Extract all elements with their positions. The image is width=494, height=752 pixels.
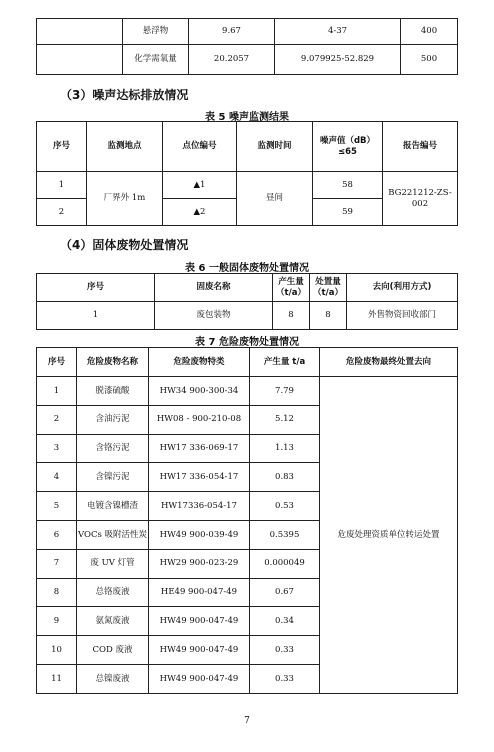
general-waste-name: 废包装物 [155, 302, 273, 330]
hazard-name: 脱漆硫酸 [77, 377, 149, 406]
noise-table [36, 121, 458, 226]
header-noise-value: 噪声值（dB）≤65 [313, 122, 383, 172]
general-waste-destination: 外售物资回收部门 [347, 302, 458, 330]
hazard-code: HW17336-054-17 [149, 492, 250, 521]
measured-range: 9.079925-52.829 [275, 45, 401, 75]
hazard-amount: 7.79 [250, 377, 320, 406]
hazard-amount: 0.67 [250, 578, 320, 607]
noise-report: BG221212-ZS-002 [383, 172, 458, 226]
table-row [37, 19, 458, 45]
table6-caption: 表 6 一般固体废物处置情况 [185, 263, 309, 274]
header-waste-name: 固废名称 [155, 274, 273, 302]
hazard-seq: 3 [37, 434, 77, 463]
hazard-code: HW49 900-047-49 [149, 636, 250, 665]
hazard-name: 废 UV 灯管 [77, 549, 149, 578]
header-final-destination: 危险废物最终处置去向 [320, 348, 458, 377]
hazard-seq: 7 [37, 549, 77, 578]
hazard-code: HW49 900-047-49 [149, 607, 250, 636]
hazard-code: HW49 900-039-49 [149, 520, 250, 549]
hazard-amount: 1.13 [250, 434, 320, 463]
hazard-name: 含油污泥 [77, 405, 149, 434]
hazard-code: HW29 900-023-29 [149, 549, 250, 578]
hazard-seq: 1 [37, 377, 77, 406]
header-destination: 去向(利用方式) [347, 274, 458, 302]
limit-value: 400 [401, 19, 458, 45]
measured-range: 4-37 [275, 19, 401, 45]
hazard-amount: 0.33 [250, 664, 320, 693]
table5-caption: 表 5 噪声监测结果 [205, 112, 289, 123]
page-number: 7 [244, 716, 250, 726]
hazard-code: HW34 900-300-34 [149, 377, 250, 406]
header-hazard-name: 危险废物名称 [77, 348, 149, 377]
hazard-amount: 0.33 [250, 636, 320, 665]
header-amount: 产生量 t/a [250, 348, 320, 377]
header-point: 点位编号 [163, 122, 237, 172]
hazard-seq: 9 [37, 607, 77, 636]
hazard-code: HW17 336-069-17 [149, 434, 250, 463]
table7-caption: 表 7 危险废物处置情况 [195, 337, 299, 348]
noise-location: 厂界外 1m [87, 172, 163, 226]
header-location: 监测地点 [87, 122, 163, 172]
hazard-seq: 11 [37, 664, 77, 693]
hazardous-waste-table [36, 347, 458, 694]
hazard-name: 总镍废液 [77, 664, 149, 693]
blank-cell [37, 45, 123, 75]
hazard-amount: 0.000049 [250, 549, 320, 578]
header-seq: 序号 [37, 348, 77, 377]
hazard-name: 含镍污泥 [77, 463, 149, 492]
hazard-name: COD 废液 [77, 636, 149, 665]
pollutant-name: 化学需氧量 [123, 45, 189, 75]
blank-cell [37, 19, 123, 45]
header-seq: 序号 [37, 122, 87, 172]
header-produce: 产生量（t/a） [273, 274, 310, 302]
hazard-amount: 0.83 [250, 463, 320, 492]
header-report: 报告编号 [383, 122, 458, 172]
header-time: 监测时间 [237, 122, 313, 172]
hazard-name: 含铬污泥 [77, 434, 149, 463]
general-waste-table [36, 273, 458, 330]
general-waste-dispose: 8 [310, 302, 347, 330]
hazard-seq: 5 [37, 492, 77, 521]
measured-value: 9.67 [189, 19, 275, 45]
header-hazard-code: 危险废物特类 [149, 348, 250, 377]
hazard-seq: 10 [37, 636, 77, 665]
noise-point: ▲1 [163, 172, 237, 199]
noise-value: 59 [313, 199, 383, 226]
pollutant-name: 悬浮物 [123, 19, 189, 45]
measured-value: 20.2057 [189, 45, 275, 75]
general-waste-produce: 8 [273, 302, 310, 330]
general-waste-seq: 1 [37, 302, 155, 330]
hazard-seq: 4 [37, 463, 77, 492]
table-row [37, 45, 458, 75]
hazard-final-destination: 危废处理资质单位转运处置 [320, 377, 458, 694]
section-solid-waste-title: （4）固体废物处置情况 [60, 238, 189, 252]
hazard-name: 总铬废液 [77, 578, 149, 607]
hazard-code: HW17 336-054-17 [149, 463, 250, 492]
noise-seq: 2 [37, 199, 87, 226]
hazard-seq: 8 [37, 578, 77, 607]
hazard-amount: 0.5395 [250, 520, 320, 549]
hazard-seq: 2 [37, 405, 77, 434]
water-quality-table [36, 18, 458, 75]
hazard-code: HE49 900-047-49 [149, 578, 250, 607]
hazard-code: HW08 - 900-210-08 [149, 405, 250, 434]
noise-point: ▲2 [163, 199, 237, 226]
table-row [37, 377, 458, 406]
hazard-amount: 5.12 [250, 405, 320, 434]
noise-value: 58 [313, 172, 383, 199]
header-seq: 序号 [37, 274, 155, 302]
hazard-seq: 6 [37, 520, 77, 549]
section-noise-title: （3）噪声达标排放情况 [60, 88, 189, 102]
hazard-name: 电镀含镍槽渣 [77, 492, 149, 521]
header-dispose: 处置量（t/a） [310, 274, 347, 302]
noise-seq: 1 [37, 172, 87, 199]
hazard-name: VOCs 吸附活性炭 [77, 520, 149, 549]
hazard-code: HW49 900-047-49 [149, 664, 250, 693]
noise-time: 昼间 [237, 172, 313, 226]
hazard-amount: 0.34 [250, 607, 320, 636]
hazard-amount: 0.53 [250, 492, 320, 521]
hazard-name: 氨氮废液 [77, 607, 149, 636]
limit-value: 500 [401, 45, 458, 75]
